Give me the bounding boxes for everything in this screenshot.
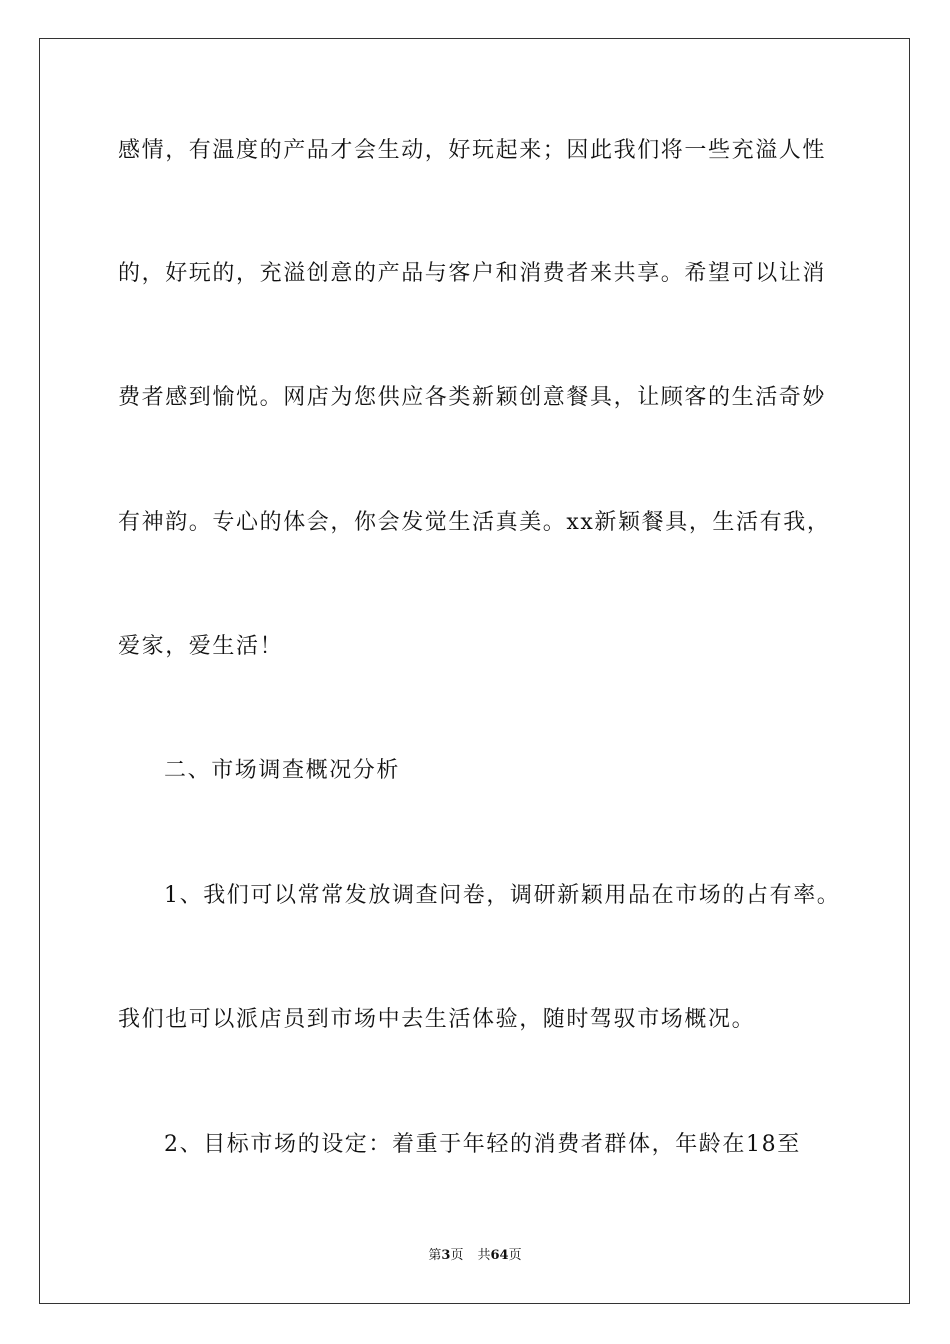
item1-line-1: 1、我们可以常常发放调查问卷，调研新颖用品在市场的占有率。 (164, 883, 841, 908)
paragraph-line-3: 费者感到愉悦。网店为您供应各类新颖创意餐具，让顾客的生活奇妙 (118, 385, 827, 410)
total-suffix: 页 (508, 1248, 522, 1263)
page-prefix: 第 (428, 1248, 442, 1263)
page-footer (0, 1247, 950, 1265)
paragraph-line-2: 的，好玩的，充溢创意的产品与客户和消费者来共享。希望可以让消 (118, 261, 827, 286)
paragraph-line-1: 感情，有温度的产品才会生动，好玩起来；因此我们将一些充溢人性 (118, 138, 827, 163)
section-heading: 二、市场调查概况分析 (164, 758, 401, 783)
paragraph-line-4: 有神韵。专心的体会，你会发觉生活真美。xx新颖餐具，生活有我， (118, 510, 831, 535)
page-suffix: 页 (450, 1248, 464, 1263)
paragraph-line-5: 爱家，爱生活！ (118, 634, 284, 659)
item1-line-2: 我们也可以派店员到市场中去生活体验，随时驾驭市场概况。 (118, 1007, 756, 1032)
page-border (39, 38, 910, 1304)
total-pages: 64 (490, 1248, 509, 1263)
page-number: 3 (441, 1248, 451, 1263)
item2-line-1: 2、目标市场的设定：着重于年轻的消费者群体，年龄在18至 (164, 1132, 801, 1157)
total-prefix: 共 (477, 1248, 491, 1263)
